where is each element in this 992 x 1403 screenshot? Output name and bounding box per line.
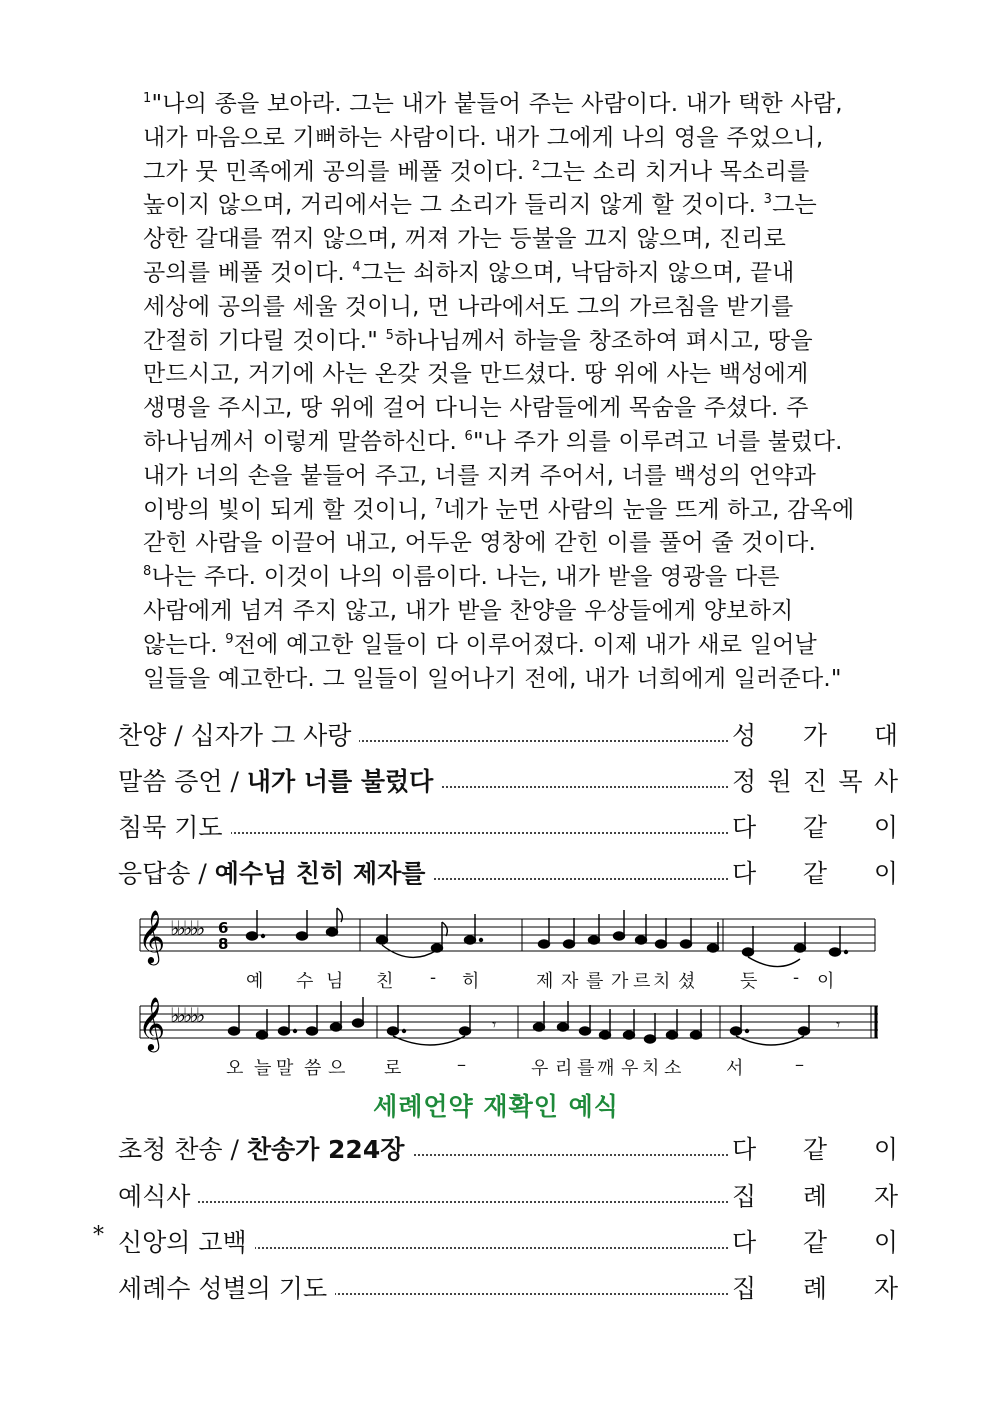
- scripture-line: [143, 527, 883, 561]
- order-item: [118, 1269, 898, 1309]
- order-item-subtitle: 내가 너를 불렀다: [246, 767, 434, 796]
- music-staff-line-2: [130, 992, 890, 1057]
- leader-char: 이: [873, 1135, 898, 1164]
- leader-char: 정: [732, 767, 757, 796]
- scripture-line: [143, 122, 883, 156]
- order-item: [118, 716, 898, 756]
- order-item: [118, 808, 898, 848]
- scripture-line: [143, 494, 883, 528]
- verse-number: 6: [464, 428, 473, 444]
- verse-text: 사람에게 넘겨 주지 않고, 내가 받을 찬양을 우상들에게 양보하지: [143, 597, 794, 624]
- order-item-leader-name: [732, 808, 898, 844]
- verse-number: 1: [143, 91, 152, 106]
- leader-char: 진: [802, 767, 828, 796]
- leader-char: 성: [732, 721, 757, 750]
- scripture-line: [143, 223, 883, 257]
- verse-number: 7: [434, 496, 444, 512]
- verse-text: "나 주가 의를 이루려고 너를 불렀다.: [472, 428, 843, 455]
- verse-text: 내가 마음으로 기뻐하는 사람이다. 내가 그에게 나의 영을 주었으니,: [143, 124, 824, 151]
- leader-char: 다: [732, 1135, 757, 1164]
- verse-text: 네가 눈먼 사람의 눈을 뜨게 하고, 감옥에: [443, 496, 855, 523]
- key-signature-flats-icon: ♭♭♭♭♭: [170, 916, 203, 940]
- time-signature-top: 6: [218, 919, 229, 937]
- svg-text:𝄾: 𝄾: [492, 1015, 497, 1034]
- order-item: [118, 854, 898, 894]
- leader-char: 같: [802, 859, 828, 888]
- order-item-leader-name: [732, 1223, 898, 1259]
- verse-number: 3: [763, 192, 773, 208]
- svg-text:𝄾: 𝄾: [836, 1015, 841, 1034]
- leader-char: 자: [873, 1274, 898, 1303]
- verse-text: 높이지 않으며, 거리에서는 그 소리가 들리지 않게 할 것이다.: [143, 192, 764, 219]
- order-item-title: 세례수 성별의 기도: [118, 1274, 328, 1303]
- order-item-title: 초청 찬송 /: [118, 1135, 247, 1164]
- leader-char: 다: [732, 813, 757, 842]
- leader-char: 이: [873, 813, 898, 842]
- verse-text: 만드시고, 거기에 사는 온갖 것을 만드셨다. 땅 위에 사는 백성에게: [143, 361, 809, 388]
- music-staff-line-1: [130, 905, 890, 970]
- order-item-label: [118, 1177, 198, 1213]
- treble-clef-icon: 𝄞: [138, 909, 166, 963]
- scripture-line: [143, 88, 883, 122]
- leader-char: 같: [802, 813, 828, 842]
- order-item-leader-name: [732, 1130, 898, 1166]
- order-item-title: 침묵 기도: [118, 813, 223, 842]
- verse-text: 일들을 예고한다. 그 일들이 일어나기 전에, 내가 너희에게 일러준다.": [143, 665, 842, 692]
- verse-text: 하나님께서 이렇게 말씀하신다.: [143, 428, 465, 455]
- leader-char: 다: [732, 1228, 757, 1257]
- order-item-title: 말씀 증언 /: [118, 767, 247, 796]
- order-item-leader-name: [732, 1177, 898, 1213]
- scripture-line: [143, 392, 883, 426]
- verse-number: 4: [352, 259, 361, 275]
- scripture-line: [143, 257, 883, 291]
- order-item-label: [118, 1130, 412, 1166]
- treble-clef-icon: 𝄞: [138, 996, 166, 1050]
- verse-text: 전에 예고한 일들이 다 이루어졌다. 이제 내가 새로 일어날: [233, 631, 817, 658]
- verse-text: 갇힌 사람을 이끌어 내고, 어두운 영창에 갇힌 이를 풀어 줄 것이다.: [143, 530, 817, 557]
- leader-char: 례: [802, 1182, 828, 1211]
- order-item-title: 응답송 /: [118, 859, 215, 888]
- scripture-line: [143, 460, 883, 494]
- verse-text: "나의 종을 보아라. 그는 내가 붙들어 주는 사람이다. 내가 택한 사람,: [151, 91, 843, 117]
- scripture-line: [143, 663, 883, 697]
- verse-number: 9: [225, 631, 234, 647]
- verse-text: 나는 주다. 이것이 나의 이름이다. 나는, 내가 받을 영광을 다른: [151, 564, 780, 591]
- scripture-line: [143, 325, 883, 359]
- leader-char: 다: [732, 859, 757, 888]
- order-item-label: [118, 854, 433, 890]
- order-item-label: [118, 1223, 255, 1259]
- verse-text: 내가 너의 손을 붙들어 주고, 너를 지켜 주어서, 너를 백성의 언약과: [143, 462, 817, 489]
- verse-number: 2: [531, 158, 541, 174]
- order-item: [118, 1223, 898, 1263]
- verse-text: 이방의 빛이 되게 할 것이니,: [143, 496, 435, 523]
- verse-text: 공의를 베풀 것이다.: [143, 259, 353, 286]
- order-item-label: [118, 762, 441, 798]
- verse-text: 간절히 기다릴 것이다.": [143, 327, 386, 354]
- leader-char: 대: [873, 721, 898, 750]
- scripture-line: [143, 189, 883, 223]
- verse-text: 하나님께서 하늘을 창조하여 펴시고, 땅을: [394, 327, 813, 354]
- leader-char: 원: [767, 767, 792, 796]
- scripture-line: [143, 358, 883, 392]
- section-title: 세례언약 재확인 예식: [373, 1092, 619, 1121]
- order-item: [118, 762, 898, 802]
- leader-char: 이: [873, 1228, 898, 1257]
- order-item-label: [118, 716, 359, 752]
- order-item: [118, 1177, 898, 1217]
- dotted-leader: [118, 1201, 728, 1203]
- scripture-line: [143, 426, 883, 460]
- order-item-subtitle: 찬송가 224장: [246, 1135, 405, 1164]
- scripture-line: [143, 291, 883, 325]
- leader-char: 가: [802, 721, 828, 750]
- time-signature-bottom: 8: [218, 935, 229, 953]
- scripture-line: [143, 595, 883, 629]
- leader-char: 목: [838, 767, 863, 796]
- verse-text: 그가 뭇 민족에게 공의를 베풀 것이다.: [143, 158, 532, 185]
- scripture-line: [143, 561, 883, 595]
- order-item-label: [118, 1269, 335, 1305]
- order-item-subtitle: 예수님 친히 제자를: [214, 859, 426, 888]
- scripture-passage: [143, 88, 883, 696]
- verse-text: 그는 소리 치거나 목소리를: [540, 158, 810, 185]
- standing-marker: *: [93, 1223, 104, 1248]
- verse-number: 5: [385, 327, 395, 343]
- leader-char: 이: [873, 859, 898, 888]
- leader-char: 같: [802, 1135, 828, 1164]
- scripture-line: [143, 156, 883, 190]
- order-item-title: 신앙의 고백: [118, 1228, 247, 1257]
- scripture-line: [143, 629, 883, 663]
- leader-char: 례: [802, 1274, 828, 1303]
- order-item-leader-name: [732, 762, 898, 798]
- order-item-leader-name: [732, 716, 898, 752]
- leader-char: 같: [802, 1228, 828, 1257]
- order-item-leader-name: [732, 1269, 898, 1305]
- order-item-leader-name: [732, 854, 898, 890]
- order-item-title: 예식사: [118, 1182, 191, 1211]
- verse-text: 않는다.: [143, 631, 226, 658]
- verse-text: 상한 갈대를 꺾지 않으며, 꺼져 가는 등불을 끄지 않으며, 진리로: [143, 226, 787, 253]
- key-signature-flats-icon: ♭♭♭♭♭: [170, 1003, 203, 1027]
- verse-text: 생명을 주시고, 땅 위에 걸어 다니는 사람들에게 목숨을 주셨다. 주: [143, 395, 809, 422]
- leader-char: 집: [732, 1182, 757, 1211]
- leader-char: 집: [732, 1274, 757, 1303]
- verse-number: 8: [143, 564, 152, 580]
- verse-text: 세상에 공의를 세울 것이니, 먼 나라에서도 그의 가르침을 받기를: [143, 293, 794, 320]
- leader-char: 사: [873, 767, 898, 796]
- verse-text: 그는: [772, 192, 817, 219]
- order-item-label: [118, 808, 231, 844]
- verse-text: 그는 쇠하지 않으며, 낙담하지 않으며, 끝내: [360, 259, 795, 286]
- order-item: [118, 1130, 898, 1170]
- order-item-title: 찬양 / 십자가 그 사랑: [118, 721, 352, 750]
- leader-char: 자: [873, 1182, 898, 1211]
